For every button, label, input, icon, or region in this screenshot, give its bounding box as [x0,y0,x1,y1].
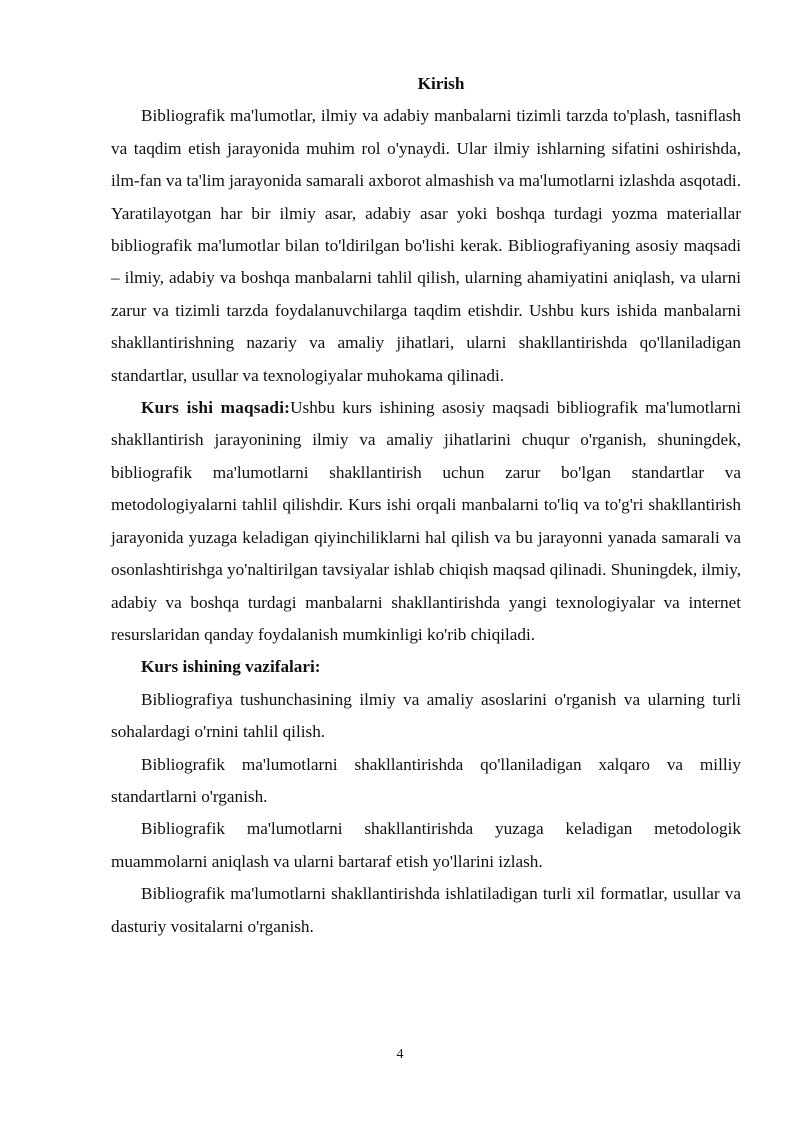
goal-label: Kurs ishi maqsadi: [141,398,291,418]
task-item: Bibliografik ma'lumotlarni shakllantirishda yuzaga keladigan metodologik muammolarni aniqlash va ularni bartaraf etish yo'llarini izlash. [111,819,741,871]
goal-paragraph [111,392,741,651]
task-item: Bibliografik ma'lumotlarni shakllantirishda qo'llaniladigan xalqaro va milliy standartlarni o'rganish. [111,754,741,806]
document-page [111,68,741,943]
intro-paragraph: Bibliografik ma'lumotlar, ilmiy va adabiy manbalarni tizimli tarzda to'plash, tasniflash va taqdim etish jarayonida muhim rol o'ynaydi. Ular ilmiy ishlarning sifatini oshirishda, ilm-fan va ta'lim jarayonida samarali axborot almashish va ma'lumotlarni izlashda asqotadi. Yaratilayotgan har bir ilmiy asar, adabiy asar yoki boshqa turdagi yozma materiallar bibliografik ma'lumotlar bilan to'ldirilgan bo'lishi kerak. Bibliografiyaning asosiy maqsadi – ilmiy, adabiy va boshqa manbalarni tahlil qilish, ularning ahamiyatini aniqlash, va ularni zarur va tizimli tarzda foydalanuvchilarga taqdim etishdir. Ushbu kurs ishida manbalarni shakllantirishning nazariy va amaliy jihatlari, ularni shakllantirishda qo'llaniladigan standartlar, usullar va texnologiyalar muhokama qilinadi. [111,106,742,385]
task-item: Bibliografiya tushunchasining ilmiy va amaliy asoslarini o'rganish va ularning turli sohalardagi o'rnini tahlil qilish. [111,689,741,742]
task-item: Bibliografik ma'lumotlarni shakllantirishda ishlatiladigan turli xil formatlar, usullar va dasturiy vositalarni o'rganish. [111,884,741,936]
page-number: 4 [396,1047,404,1062]
goal-text: Ushbu kurs ishining asosiy maqsadi bibliografik ma'lumotlarni shakllantirish jarayonining ilmiy va amaliy jihatlarini chuqur o'rganish, shuningdek, bibliografik ma'lumotlarni shakllantirish uchun zarur bo'lgan standartlar va metodologiyalarni tahlil qilishdir. Kurs ishi orqali manbalarni to'liq va to'g'ri shakllantirish jarayonida yuzaga keladigan qiyinchiliklarni hal qilish va bu jarayonni yanada samarali va osonlashtirishga yo'naltirilgan tavsiyalar ishlab chiqish maqsad qilinadi. Shuningdek, ilmiy, adabiy va boshqa turdagi manbalarni shakllantirishda yangi texnologiyalar va internet resurslaridan qanday foydalanish mumkinligi ko'rib chiqiladi. [111,398,741,644]
tasks-heading: Kurs ishining vazifalari: [141,657,321,677]
section-title: Kirish [417,74,465,93]
